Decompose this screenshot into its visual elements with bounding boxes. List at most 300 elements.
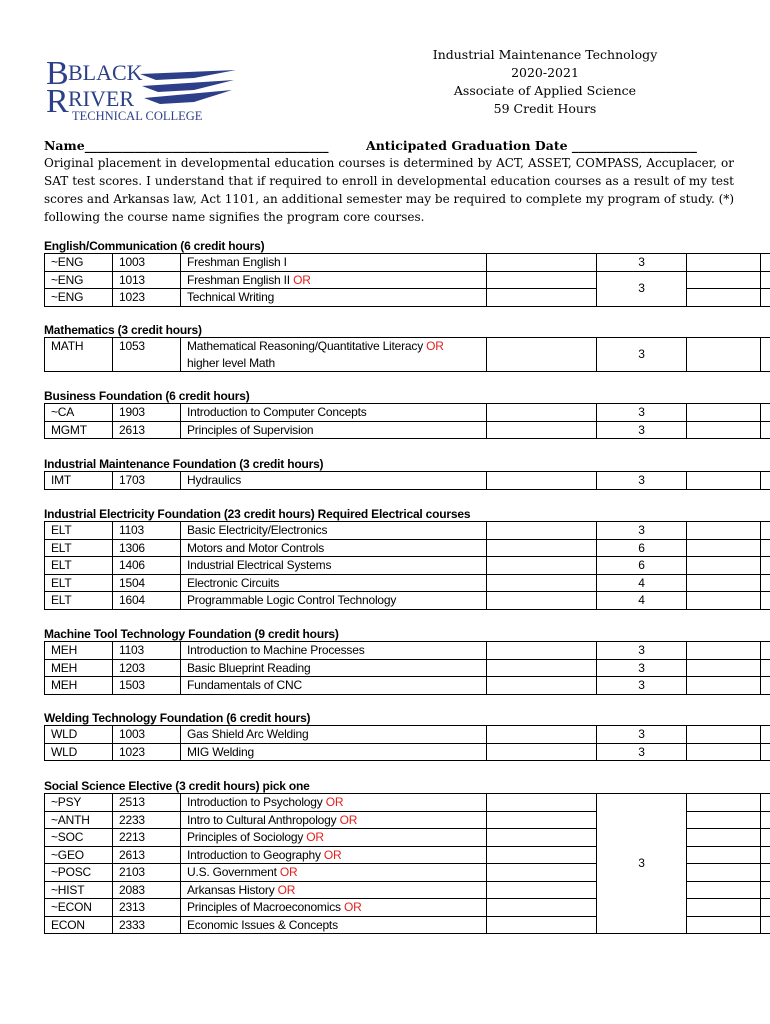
grade-cell (687, 899, 761, 917)
semester-cell (761, 659, 770, 677)
blank-cell (487, 472, 597, 490)
course-number-text: 1903 (119, 405, 145, 419)
grade-cell (687, 592, 761, 610)
grade-cell (687, 404, 761, 422)
course-row (45, 522, 770, 540)
blank-cell (487, 271, 597, 289)
course-row (45, 472, 770, 490)
course-name (181, 726, 487, 744)
course-table (44, 521, 770, 610)
blank-cell (487, 592, 597, 610)
course-name-text: Principles of Sociology (187, 830, 304, 844)
course-number (113, 271, 181, 289)
course-number (113, 289, 181, 307)
course-prefix-text: ECON (51, 917, 85, 932)
course-number-text: 1604 (119, 593, 145, 607)
course-number-text: 1053 (119, 339, 145, 353)
semester-cell (761, 404, 770, 422)
course-row (45, 271, 770, 289)
course-name-text: Electronic Circuits (187, 575, 280, 590)
svg-text:R: R (46, 83, 69, 120)
blank-cell (487, 846, 597, 864)
semester-cell (761, 899, 770, 917)
name-graduation-line (44, 138, 734, 153)
course-number-text: 1503 (119, 678, 145, 692)
grade-cell (687, 522, 761, 540)
course-section (44, 390, 726, 439)
intro-paragraph: Original placement in developmental education courses is determined by ACT, ASSET, COMPASS, Accuplacer, or SAT test scores. I understand that if required to enroll in developmental education courses as a result of my test scores and Arkansas law, Act 1101, an additional semester may be required to complete my program of study. (*) following the course name signifies the program core courses. (44, 156, 734, 224)
svg-text:TECHNICAL COLLEGE: TECHNICAL COLLEGE (72, 109, 203, 122)
course-name-text: Basic Electricity/Electronics (187, 523, 328, 537)
course-prefix-text: ~ANTH (51, 812, 90, 827)
credit-hours (597, 421, 687, 439)
grade-cell (687, 472, 761, 490)
course-number (113, 557, 181, 575)
blank-cell (487, 881, 597, 899)
course-number-text: 1103 (119, 643, 145, 657)
course-prefix-text: MGMT (51, 422, 87, 437)
credit-hours-text: 3 (638, 727, 645, 741)
blank-cell (487, 421, 597, 439)
grade-cell (687, 557, 761, 575)
course-table (44, 471, 770, 490)
course-number-text: 1013 (119, 272, 145, 287)
course-name (181, 574, 487, 592)
course-row (45, 254, 770, 272)
blank-cell (487, 794, 597, 812)
credit-hours-text: 6 (638, 558, 645, 572)
course-prefix (45, 557, 113, 575)
blank-cell (487, 539, 597, 557)
blank-cell (487, 916, 597, 934)
course-row (45, 743, 770, 761)
course-number (113, 592, 181, 610)
course-name-text: Programmable Logic Control Technology (187, 593, 397, 607)
credit-hours-text: 3 (638, 255, 645, 269)
section-title: English/Communication (6 credit hours) (44, 239, 265, 253)
svg-text:BLACK: BLACK (68, 60, 143, 85)
course-prefix (45, 271, 113, 289)
grade-cell (687, 743, 761, 761)
course-table (44, 725, 770, 761)
course-name-text: Intro to Cultural Anthropology (187, 812, 337, 827)
course-number-text: 1406 (119, 558, 145, 572)
course-number (113, 539, 181, 557)
blank-cell (487, 522, 597, 540)
course-prefix-text: ELT (51, 540, 72, 555)
course-row (45, 659, 770, 677)
semester-cell (761, 421, 770, 439)
credit-hours (597, 743, 687, 761)
course-prefix-text: IMT (51, 473, 72, 487)
course-prefix-text: ~PSY (51, 795, 82, 809)
course-number (113, 829, 181, 847)
course-number (113, 642, 181, 660)
course-prefix (45, 881, 113, 899)
course-prefix (45, 289, 113, 307)
course-number (113, 254, 181, 272)
course-number-text: 1003 (119, 255, 145, 269)
credit-hours-text: 3 (638, 405, 645, 419)
course-name (181, 557, 487, 575)
blank-cell (487, 811, 597, 829)
course-number (113, 659, 181, 677)
course-name (181, 743, 487, 761)
course-name-text: Industrial Electrical Systems (187, 558, 332, 572)
or-label: OR (323, 847, 342, 862)
course-prefix-text: ELT (51, 558, 72, 572)
course-number (113, 522, 181, 540)
course-row (45, 539, 770, 557)
semester-cell (761, 271, 770, 289)
course-number-text: 1023 (119, 290, 145, 304)
course-number (113, 899, 181, 917)
course-row (45, 794, 770, 812)
course-name (181, 522, 487, 540)
course-section (44, 458, 726, 490)
credit-hours-text: 3 (638, 660, 645, 675)
credit-hours (597, 254, 687, 272)
course-number (113, 677, 181, 695)
credit-hours (597, 574, 687, 592)
course-table (44, 793, 770, 934)
course-prefix (45, 338, 113, 372)
credit-hours-text: 3 (638, 678, 645, 692)
course-name (181, 829, 487, 847)
semester-cell (761, 642, 770, 660)
semester-cell (761, 557, 770, 575)
course-prefix-text: ~ENG (51, 272, 84, 287)
semester-cell (761, 916, 770, 934)
course-section (44, 780, 726, 934)
course-number-text: 1703 (119, 473, 145, 487)
credit-hours-text: 3 (638, 744, 645, 759)
program-credit-hours: 59 Credit Hours (493, 101, 597, 116)
course-prefix (45, 522, 113, 540)
course-prefix-text: ELT (51, 575, 72, 590)
semester-cell (761, 881, 770, 899)
course-name-text: Introduction to Geography (187, 847, 321, 862)
or-label: OR (306, 830, 324, 844)
course-name (181, 642, 487, 660)
blank-cell (487, 659, 597, 677)
course-name-text: Freshman English I (187, 255, 287, 269)
course-table (44, 641, 770, 695)
course-row (45, 338, 770, 372)
blank-cell (487, 574, 597, 592)
grade-cell (687, 881, 761, 899)
blank-cell (487, 899, 597, 917)
credit-hours (597, 271, 687, 306)
course-name-text: Gas Shield Arc Welding (187, 727, 309, 741)
course-number-text: 1306 (119, 540, 145, 555)
course-name (181, 881, 487, 899)
course-prefix (45, 472, 113, 490)
blank-cell (487, 557, 597, 575)
blank-cell (487, 338, 597, 372)
or-label: OR (343, 900, 362, 914)
or-label: OR (293, 272, 311, 287)
course-number (113, 726, 181, 744)
grade-cell (687, 289, 761, 307)
course-name (181, 404, 487, 422)
course-name-text: Basic Blueprint Reading (187, 660, 311, 675)
blank-cell (487, 254, 597, 272)
grade-cell (687, 864, 761, 882)
course-prefix (45, 829, 113, 847)
graduation-date-field-label: Anticipated Graduation Date ____________________ (366, 138, 697, 153)
semester-cell (761, 522, 770, 540)
course-name (181, 794, 487, 812)
credit-hours (597, 677, 687, 695)
course-name-text: Introduction to Machine Processes (187, 643, 365, 657)
grade-cell (687, 846, 761, 864)
course-name-continued: higher level Math (187, 355, 275, 370)
credit-hours-text: 3 (638, 856, 645, 871)
course-prefix-text: ~ENG (51, 290, 84, 304)
credit-hours (597, 557, 687, 575)
semester-cell (761, 338, 770, 372)
course-name (181, 472, 487, 490)
grade-cell (687, 338, 761, 372)
course-prefix (45, 811, 113, 829)
credit-hours (597, 522, 687, 540)
course-name-text: Principles of Supervision (187, 422, 314, 437)
credit-hours-text: 3 (638, 473, 645, 487)
course-number-text: 2103 (119, 865, 145, 879)
grade-cell (687, 794, 761, 812)
semester-cell (761, 726, 770, 744)
course-prefix (45, 846, 113, 864)
blank-cell (487, 289, 597, 307)
credit-hours (597, 659, 687, 677)
credit-hours-text: 3 (638, 422, 645, 437)
course-prefix (45, 916, 113, 934)
credit-hours (597, 404, 687, 422)
course-name-text: Principles of Macroeconomics (187, 900, 341, 914)
course-prefix-text: ~CA (51, 405, 75, 419)
course-name (181, 539, 487, 557)
grade-cell (687, 539, 761, 557)
course-prefix-text: WLD (51, 744, 78, 759)
course-prefix-text: MEH (51, 660, 78, 675)
semester-cell (761, 539, 770, 557)
course-name-text: Introduction to Psychology (187, 795, 323, 809)
course-prefix (45, 659, 113, 677)
semester-cell (761, 829, 770, 847)
semester-cell (761, 592, 770, 610)
course-prefix (45, 642, 113, 660)
course-name-text: Arkansas History (187, 882, 275, 897)
grade-cell (687, 421, 761, 439)
course-table (44, 403, 770, 439)
semester-cell (761, 677, 770, 695)
course-number-text: 2513 (119, 795, 145, 809)
course-number-text: 2333 (119, 917, 145, 932)
semester-cell (761, 864, 770, 882)
course-row (45, 557, 770, 575)
course-number-text: 1203 (119, 660, 145, 675)
course-name-text: MIG Welding (187, 744, 254, 759)
section-title: Industrial Electricity Foundation (23 credit hours) Required Electrical courses (44, 507, 471, 521)
course-prefix (45, 864, 113, 882)
semester-cell (761, 811, 770, 829)
semester-cell (761, 289, 770, 307)
course-prefix (45, 404, 113, 422)
course-prefix-text: MEH (51, 643, 78, 657)
program-year: 2020-2021 (511, 65, 579, 80)
course-prefix-text: ~ECON (51, 900, 92, 914)
course-prefix-text: ~GEO (51, 847, 84, 862)
course-name-text: Freshman English II (187, 272, 290, 287)
course-prefix-text: ~POSC (51, 865, 92, 879)
or-label: OR (277, 882, 296, 897)
course-name (181, 864, 487, 882)
credit-hours-text: 4 (638, 575, 645, 590)
course-name (181, 271, 487, 289)
course-prefix (45, 794, 113, 812)
course-prefix-text: ELT (51, 523, 72, 537)
section-title: Business Foundation (6 credit hours) (44, 389, 250, 403)
course-number (113, 743, 181, 761)
grade-cell (687, 916, 761, 934)
credit-hours-text: 4 (638, 593, 645, 607)
course-prefix (45, 592, 113, 610)
or-label: OR (279, 865, 298, 879)
course-number-text: 2083 (119, 882, 145, 897)
course-number (113, 404, 181, 422)
course-prefix (45, 539, 113, 557)
course-name-text: Economic Issues & Concepts (187, 917, 338, 932)
blank-cell (487, 829, 597, 847)
course-prefix-text: MATH (51, 339, 84, 353)
course-name (181, 677, 487, 695)
course-prefix-text: ~HIST (51, 882, 85, 897)
course-name (181, 811, 487, 829)
course-number (113, 421, 181, 439)
grade-cell (687, 829, 761, 847)
course-prefix (45, 254, 113, 272)
or-label: OR (426, 339, 444, 353)
credit-hours-text: 3 (638, 523, 645, 537)
blank-cell (487, 677, 597, 695)
program-title: Industrial Maintenance Technology (432, 47, 658, 62)
section-title: Welding Technology Foundation (6 credit hours) (44, 711, 311, 725)
credit-hours-text: 3 (638, 347, 645, 362)
course-prefix-text: ~SOC (51, 830, 84, 844)
course-name (181, 338, 487, 372)
name-field-label: Name_______________________________________ (44, 138, 329, 153)
course-prefix-text: ~ENG (51, 255, 84, 269)
semester-cell (761, 743, 770, 761)
course-name-text: Motors and Motor Controls (187, 540, 325, 555)
course-section (44, 240, 726, 307)
course-number (113, 864, 181, 882)
course-name (181, 289, 487, 307)
course-prefix (45, 421, 113, 439)
course-name-text: U.S. Government (187, 865, 277, 879)
course-prefix-text: WLD (51, 727, 78, 741)
course-row (45, 726, 770, 744)
course-name-text: Fundamentals of CNC (187, 678, 302, 692)
course-prefix (45, 743, 113, 761)
course-number (113, 811, 181, 829)
program-header (395, 46, 695, 118)
course-prefix (45, 574, 113, 592)
course-name-text: Mathematical Reasoning/Quantitative Literacy (187, 339, 423, 353)
course-prefix (45, 899, 113, 917)
black-river-logo (44, 54, 244, 122)
blank-cell (487, 864, 597, 882)
course-number-text: 1003 (119, 727, 145, 741)
course-number-text: 2213 (119, 830, 145, 844)
course-prefix (45, 677, 113, 695)
course-number (113, 881, 181, 899)
semester-cell (761, 574, 770, 592)
course-name-text: Introduction to Computer Concepts (187, 405, 367, 419)
blank-cell (487, 726, 597, 744)
blank-cell (487, 743, 597, 761)
svg-text:RIVER: RIVER (68, 86, 134, 111)
course-prefix-text: ELT (51, 593, 72, 607)
course-number-text: 2233 (119, 812, 145, 827)
grade-cell (687, 271, 761, 289)
course-row (45, 592, 770, 610)
credit-hours (597, 592, 687, 610)
section-title: Social Science Elective (3 credit hours) pick one (44, 779, 310, 793)
grade-cell (687, 726, 761, 744)
course-number (113, 846, 181, 864)
course-row (45, 642, 770, 660)
course-name (181, 421, 487, 439)
semester-cell (761, 472, 770, 490)
course-name (181, 659, 487, 677)
course-number-text: 2613 (119, 422, 145, 437)
course-number (113, 338, 181, 372)
course-name (181, 254, 487, 272)
section-title: Industrial Maintenance Foundation (3 credit hours) (44, 457, 324, 471)
grade-cell (687, 254, 761, 272)
credit-hours (597, 338, 687, 372)
course-row (45, 421, 770, 439)
semester-cell (761, 254, 770, 272)
course-name (181, 899, 487, 917)
course-row (45, 574, 770, 592)
credit-hours (597, 642, 687, 660)
course-number (113, 916, 181, 934)
blank-cell (487, 404, 597, 422)
course-number (113, 574, 181, 592)
svg-text:B: B (46, 55, 69, 92)
course-table (44, 337, 770, 372)
course-section (44, 712, 726, 761)
course-table (44, 253, 770, 307)
course-name (181, 592, 487, 610)
course-number (113, 472, 181, 490)
credit-hours-text: 3 (638, 643, 645, 657)
section-title: Mathematics (3 credit hours) (44, 323, 202, 337)
credit-hours (597, 794, 687, 934)
course-name-text: Hydraulics (187, 473, 242, 487)
course-prefix-text: MEH (51, 678, 78, 692)
course-number (113, 794, 181, 812)
grade-cell (687, 677, 761, 695)
grade-cell (687, 659, 761, 677)
course-prefix (45, 726, 113, 744)
credit-hours-text: 6 (638, 540, 645, 555)
course-name (181, 916, 487, 934)
section-title: Machine Tool Technology Foundation (9 credit hours) (44, 627, 339, 641)
